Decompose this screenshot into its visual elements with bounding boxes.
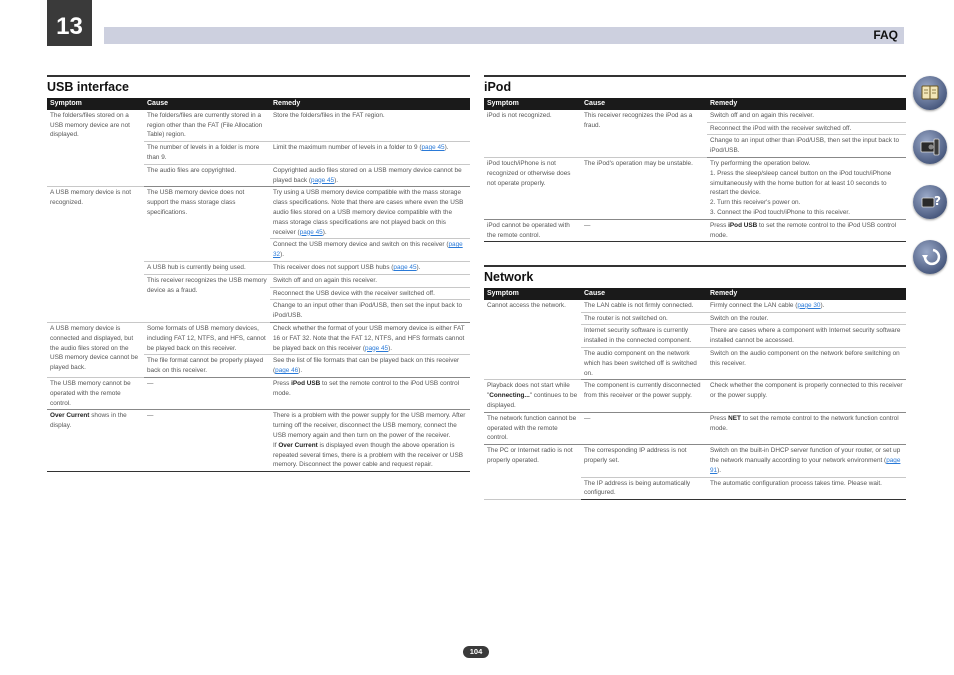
table-row	[47, 410, 470, 472]
remedy-cell	[270, 142, 470, 165]
cause-cell: The audio component on the network which has been switched off is switched on.	[581, 347, 707, 379]
remedy-cell	[270, 377, 470, 409]
remedy-text: ).	[717, 466, 722, 474]
table-header-row	[484, 288, 906, 300]
remedy-line: 3. Connect the iPod touch/iPhone to this receiver.	[710, 208, 850, 216]
remedy-cell: Reconnect the USB device with the receiver switched off.	[270, 287, 470, 300]
remedy-cell: Change to an input other than iPod/USB, then set the input back to iPod/USB.	[270, 300, 470, 323]
button-name: NET	[728, 414, 741, 422]
cause-cell: The LAN cable is not firmly connected.	[581, 300, 707, 312]
svg-text:?: ?	[934, 194, 941, 208]
remedy-cell	[270, 239, 470, 262]
remedy-text: to set the remote control to the iPod USB control mode.	[273, 379, 460, 397]
remedy-cell	[270, 322, 470, 354]
symptom-cell: A USB memory device is connected and displayed, but the audio files stored on the USB memory device cannot be played back.	[47, 322, 144, 377]
remedy-text: Copyrighted audio files stored on a USB memory device cannot be played back (	[273, 166, 462, 184]
col-symptom: Symptom	[484, 98, 581, 110]
remedy-cell	[707, 445, 906, 477]
usb-table	[47, 98, 470, 472]
page-number: 104	[463, 646, 489, 658]
remedy-cell: There are cases where a component with Internet security software installed cannot be accessed.	[707, 325, 906, 348]
remedy-text: Press	[710, 414, 729, 422]
page-link[interactable]: page 91	[710, 456, 901, 474]
page-link[interactable]: page 32	[273, 241, 463, 259]
page-link[interactable]: page 45	[365, 344, 389, 352]
remedy-cell	[270, 410, 470, 472]
book-icon[interactable]	[913, 76, 947, 110]
col-symptom: Symptom	[484, 288, 581, 300]
remedy-cell	[270, 187, 470, 239]
remedy-cell: Switch off and on again this receiver.	[270, 274, 470, 287]
header-faq-label: FAQ	[873, 28, 898, 42]
remedy-line: 1. Press the sleep/sleep cancel button on the iPod touch/iPhone simultaneously with the home button for at least 10 seconds to restart the device.	[710, 169, 892, 197]
symptom-cell: iPod cannot be operated with the remote control.	[484, 219, 581, 242]
table-row	[484, 157, 906, 219]
col-cause: Cause	[581, 288, 707, 300]
symptom-text: shows in the display.	[50, 412, 127, 430]
cause-cell: —	[581, 412, 707, 444]
section-title-usb: USB interface	[47, 80, 129, 94]
remedy-text: to set the remote control to the network function control mode.	[710, 414, 899, 432]
cause-cell: —	[144, 377, 270, 409]
symptom-text: " continues to be displayed.	[487, 392, 578, 409]
remedy-cell: Change to an input other than iPod/USB, then set the input back to iPod/USB.	[707, 135, 906, 158]
page-link[interactable]: page 46	[275, 367, 299, 375]
cause-cell: The IP address is being automatically configured.	[581, 477, 707, 500]
table-row	[484, 300, 906, 312]
chapter-tab	[47, 0, 92, 46]
page-link[interactable]: page 30	[797, 301, 821, 309]
cause-cell: The USB memory device does not support the mass storage class specifications.	[144, 187, 270, 262]
remedy-cell: Reconnect the iPod with the receiver switched off.	[707, 122, 906, 135]
cause-cell: —	[581, 219, 707, 242]
cause-cell: This receiver recognizes the iPod as a fraud.	[581, 110, 707, 158]
symptom-cell: Cannot access the network.	[484, 300, 581, 380]
remedy-cell	[270, 355, 470, 378]
remedy-text: Connect the USB memory device and switch on this receiver (	[273, 241, 449, 249]
remedy-text: Firmly connect the LAN cable (	[710, 301, 798, 309]
col-remedy: Remedy	[707, 288, 906, 300]
col-remedy: Remedy	[270, 98, 470, 110]
remedy-text: is displayed even though the above operation is repeated several times, there is a problem with the receiver or USB memory. Disconnect the power cable and request repair.	[273, 441, 464, 469]
col-remedy: Remedy	[707, 98, 906, 110]
remedy-text: There is a problem with the power supply for the USB memory. After turning off the receiver, disconnect the USB memory, connect the USB memory again and then turn on the power of the receiver.	[273, 412, 466, 439]
symptom-cell: The network function cannot be operated with the remote control.	[484, 412, 581, 444]
remedy-text: ).	[388, 344, 393, 352]
table-row	[484, 445, 906, 477]
page-link[interactable]: page 45	[299, 228, 323, 236]
remedy-text: Switch on the built-in DHCP server function of your router, or set up the network manually according to your network environment (	[710, 447, 901, 464]
symptom-cell: A USB memory device is not recognized.	[47, 187, 144, 323]
cause-cell: The component is currently disconnected from this receiver or the power supply.	[581, 380, 707, 412]
table-header-row	[47, 98, 470, 110]
symptom-cell: The USB memory cannot be operated with the remote control.	[47, 377, 144, 409]
symptom-cell: The folders/files stored on a USB memory device are not displayed.	[47, 110, 144, 187]
remedy-text: Check whether the format of your USB memory device is either FAT 16 or FAT 32. Note that the FAT 12, NTFS, and HFS formats cannot be played back on this receiver (	[273, 324, 465, 352]
col-cause: Cause	[581, 98, 707, 110]
table-row	[484, 110, 906, 122]
button-name: iPod USB	[291, 379, 321, 387]
table-header-row	[484, 98, 906, 110]
remedy-text: See the list of file formats that can be played back on this receiver (	[273, 357, 460, 375]
display-message: Over Current	[278, 441, 318, 449]
remedy-text: ).	[820, 301, 825, 309]
cause-cell: The folders/files are currently stored in a region other than the FAT (File Allocation Table) region.	[144, 110, 270, 142]
remedy-cell	[270, 164, 470, 187]
symptom-text: Playback does not start while "	[487, 382, 570, 400]
receiver-icon[interactable]	[913, 130, 947, 164]
remedy-text: ).	[280, 251, 285, 259]
table-row	[484, 412, 906, 444]
remedy-text: This receiver does not support USB hubs (	[273, 263, 394, 271]
remedy-line: 2. Turn this receiver's power on.	[710, 199, 801, 207]
back-icon[interactable]	[913, 240, 947, 274]
cause-cell: The iPod's operation may be unstable.	[581, 157, 707, 219]
page-link[interactable]: page 45	[393, 263, 417, 271]
remedy-text: Limit the maximum number of levels in a folder to 9 (	[273, 144, 422, 152]
symptom-cell: The PC or Internet radio is not properly operated.	[484, 445, 581, 500]
remedy-cell: Check whether the component is properly connected to this receiver or the power supply.	[707, 380, 906, 412]
cause-cell: A USB hub is currently being used.	[144, 261, 270, 274]
col-cause: Cause	[144, 98, 270, 110]
table-row	[484, 219, 906, 242]
section-title-ipod: iPod	[484, 80, 512, 94]
remedy-cell: Switch on the audio component on the network before switching on this receiver.	[707, 347, 906, 379]
cause-cell: The corresponding IP address is not properly set.	[581, 445, 707, 477]
remedy-cell	[707, 157, 906, 219]
symptom-cell	[47, 410, 144, 472]
table-row	[47, 187, 470, 239]
remedy-line: Try performing the operation below.	[710, 159, 811, 167]
network-table	[484, 288, 906, 500]
remedy-cell: Store the folders/files in the FAT region.	[270, 110, 470, 142]
cause-cell: The number of levels in a folder is more than 9.	[144, 142, 270, 165]
remedy-text: ).	[298, 367, 303, 375]
table-row	[47, 322, 470, 354]
ipod-table	[484, 98, 906, 242]
symptom-cell: iPod is not recognized.	[484, 110, 581, 158]
section-rule	[47, 75, 470, 77]
page-link[interactable]: page 45	[421, 144, 445, 152]
table-row	[47, 377, 470, 409]
page-link[interactable]: page 45	[311, 176, 335, 184]
cause-cell: The audio files are copyrighted.	[144, 164, 270, 187]
remedy-text: Try using a USB memory device compatible with the mass storage class specifications. Note that there are cases where even the USB audio files stored on a USB memory device compatible with the mass storage class specifications are not played back on this receiver (	[273, 189, 464, 236]
header-bar	[104, 27, 904, 44]
col-symptom: Symptom	[47, 98, 144, 110]
remedy-cell: Switch off and on again this receiver.	[707, 110, 906, 122]
remedy-cell	[707, 219, 906, 242]
button-name: iPod USB	[728, 221, 758, 229]
symptom-cell	[484, 380, 581, 412]
cause-cell: The file format cannot be properly played back on this receiver.	[144, 355, 270, 378]
chapter-number: 13	[56, 13, 83, 40]
cause-cell: Some formats of USB memory devices, including FAT 12, NTFS, and HFS, cannot be played back on this receiver.	[144, 322, 270, 354]
cause-cell: —	[144, 410, 270, 472]
remedy-text: Press	[273, 379, 292, 387]
remedy-text: If	[273, 441, 279, 449]
symptom-cell: iPod touch/iPhone is not recognized or otherwise does not operate properly.	[484, 157, 581, 219]
remedy-text: ).	[334, 176, 339, 184]
cause-cell: Internet security software is currently installed in the connected component.	[581, 325, 707, 348]
remedy-text: Press	[710, 221, 729, 229]
section-title-network: Network	[484, 270, 534, 284]
remedy-cell: Switch on the router.	[707, 312, 906, 325]
cause-cell: This receiver recognizes the USB memory device as a fraud.	[144, 274, 270, 322]
remedy-text	[273, 441, 467, 470]
table-row	[47, 110, 470, 142]
table-row	[484, 380, 906, 412]
help-icon[interactable]	[913, 185, 947, 219]
remedy-cell	[270, 261, 470, 274]
remedy-text: to set the remote control to the iPod USB control mode.	[710, 221, 897, 239]
display-message: Over Current	[50, 412, 90, 420]
cause-cell: The router is not switched on.	[581, 312, 707, 325]
section-rule	[484, 75, 906, 77]
remedy-text: ).	[444, 144, 449, 152]
remedy-cell: The automatic configuration process takes time. Please wait.	[707, 477, 906, 500]
remedy-text: ).	[322, 228, 327, 236]
display-message: Connecting...	[489, 392, 530, 400]
remedy-cell	[707, 300, 906, 312]
remedy-text: ).	[416, 263, 421, 271]
remedy-cell	[707, 412, 906, 444]
section-rule	[484, 265, 906, 267]
